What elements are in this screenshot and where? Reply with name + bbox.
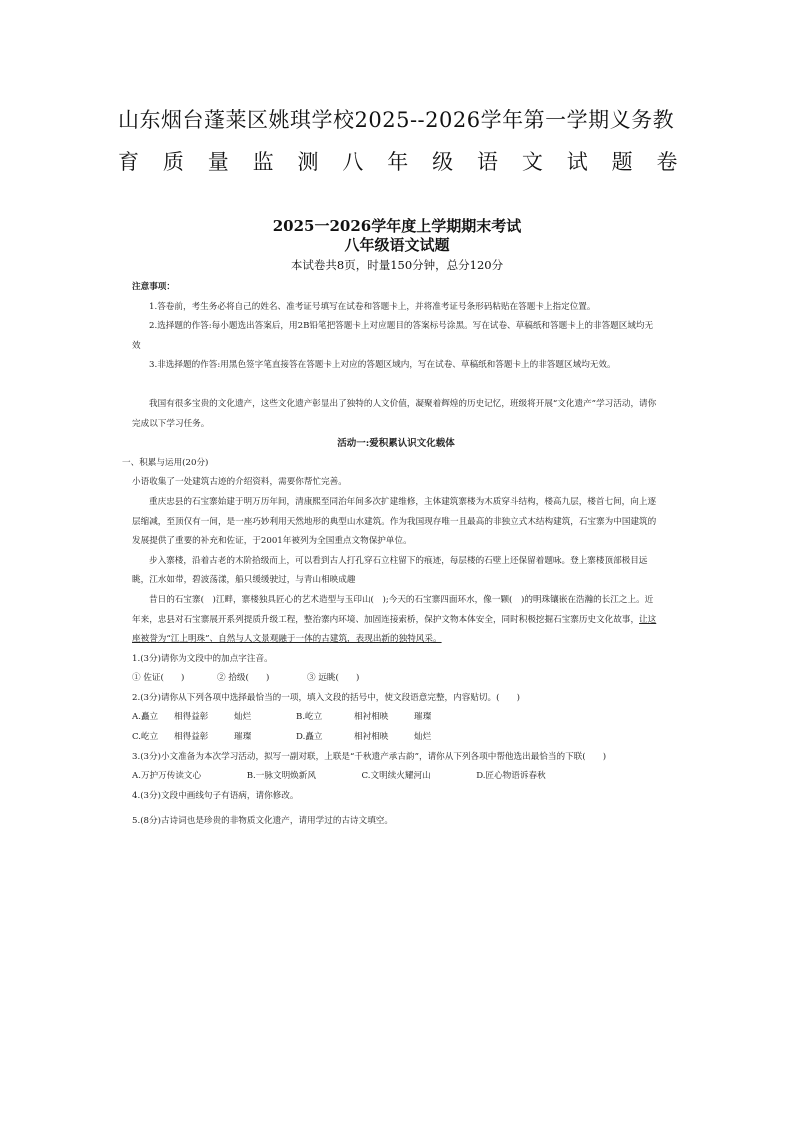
option-cell: 璀璨 bbox=[414, 712, 432, 723]
title-char: 级 bbox=[432, 150, 454, 174]
title-char: 文 bbox=[521, 150, 544, 174]
passage-paragraph-2: 步入寨楼，沿着古老的木阶拾级而上，可以看到古人打孔穿石立柱留下的痕迹，每层楼的石壁上还保留着题咏。登上寨楼顶部极目远眺，江水如带，碧波荡漾，船只缓缓驶过，与青山相映成趣 bbox=[132, 555, 648, 586]
title-char: 卷 bbox=[656, 150, 678, 174]
question-2: 2.(3分)请你从下列各项中选择最恰当的一项，填入文段的括号中，使文段语意完整，内容贴切。( ) bbox=[132, 692, 521, 703]
notice-item: 1.答卷前，考生务必将自己的姓名、准考证号填写在试卷和答题卡上，并将准考证号条形码粘贴在答题卡上指定位置。 bbox=[149, 301, 596, 312]
option-cell: 灿烂 bbox=[414, 732, 432, 743]
notice-title: 注意事项： bbox=[132, 282, 175, 292]
option-cell: 相得益彰 bbox=[174, 732, 209, 743]
question-3-options bbox=[132, 767, 660, 787]
title-char: 育 bbox=[118, 150, 140, 174]
title-char: 测 bbox=[297, 150, 319, 174]
title-char: 八 bbox=[342, 150, 364, 174]
exam-subtitle: 八年级语文试题 bbox=[344, 236, 450, 254]
passage-paragraph-1: 重庆忠县的石宝寨始建于明万历年间，清康熙至同治年间多次扩建维修，主体建筑寨楼为木质穿斗结构，楼高九层，楼首七间，向上逐层缩减，至顶仅有一间，是一座巧妙利用天然地形的典型山水建筑。作为我国现存唯一且最高的非独立式木结构建筑，石宝寨为中国建筑的发展提供了重要的补充和佐证，于2001年被列为全国重点文物保护单位。 bbox=[132, 496, 657, 547]
section-heading: 一、积累与运用(20分) bbox=[122, 457, 209, 468]
question-1: 1.(3分)请你为文段中的加点字注音。 bbox=[132, 653, 273, 664]
question-2-row-2 bbox=[132, 728, 660, 748]
option-cell: B.屹立 bbox=[296, 712, 323, 723]
option-cell: 相衬相映 bbox=[354, 712, 389, 723]
option: A.万护万传读文心 bbox=[132, 771, 202, 782]
option: D.匠心物语诉春秋 bbox=[476, 771, 546, 782]
option-cell: D.矗立 bbox=[296, 732, 323, 743]
intro-paragraph: 我国有很多宝贵的文化遗产，这些文化遗产彰显出了独特的人文价值，凝聚着辉煌的历史记忆，班级将开展“文化遗产”学习活动，请你完成以下学习任务。 bbox=[132, 398, 657, 429]
underlined-sentence: 让这座被誉为“江上明珠”、自然与人文景观融于一体的古建筑，表现出新的独特风采。 bbox=[132, 614, 657, 645]
notice-item: 2.选择题的作答:每小题选出答案后，用2B铅笔把答题卡上对应题目的答案标号涂黑。写在试卷、草稿纸和答题卡上的非答题区域均无效 bbox=[132, 321, 654, 351]
option-cell: 灿烂 bbox=[234, 712, 252, 723]
passage-text: 昔日的石宝寨( )江畔，寨楼独具匠心的艺术造型与玉印山( );今天的石宝寨四面环水，像一颗( )的明珠镶嵌在浩瀚的长江之上。近年来，忠县对石宝寨展开系列提质升级工程，整治寨内环境、加固连接索桥，保护文物本体安全，同时积极挖掘石宝寨历史文化故事， bbox=[132, 594, 654, 625]
title-char: 质 bbox=[162, 150, 185, 174]
title-char: 年 bbox=[387, 150, 409, 174]
option-cell: 相得益彰 bbox=[174, 712, 209, 723]
question-5: 5.(8分)古诗词也是珍贵的非物质文化遗产，请用学过的古诗文填空。 bbox=[132, 816, 393, 827]
activity-title: 活动一:爱积累认识文化载体 bbox=[337, 438, 455, 450]
option-cell: 璀璨 bbox=[234, 732, 252, 743]
option-cell: C.屹立 bbox=[132, 732, 159, 743]
passage-paragraph-3 bbox=[132, 591, 660, 650]
option: ① 佐证( ) bbox=[132, 673, 185, 684]
exam-info: 本试卷共8页，时量150分钟，总分120分 bbox=[290, 258, 504, 272]
option: ③ 远眺( ) bbox=[307, 673, 360, 684]
lead-text: 小语收集了一处建筑古迹的介绍资料，需要你帮忙完善。 bbox=[132, 477, 347, 488]
exam-title: 2025一2026学年度上学期期末考试 bbox=[272, 217, 522, 235]
title-char: 试 bbox=[566, 150, 589, 174]
document-title-line-1: 山东烟台蓬莱区姚琪学校2025--2026学年第一学期义务教 bbox=[118, 108, 675, 132]
title-char: 量 bbox=[207, 150, 230, 174]
option-cell: 相衬相映 bbox=[354, 732, 389, 743]
question-1-options bbox=[132, 669, 660, 689]
option: C.文明续火耀河山 bbox=[361, 771, 431, 782]
title-char: 题 bbox=[611, 150, 634, 174]
document-title-line-2 bbox=[118, 146, 678, 176]
exam-body bbox=[122, 278, 660, 832]
title-char: 语 bbox=[477, 150, 499, 174]
option: B.一脉文明焕新风 bbox=[246, 771, 316, 782]
question-4: 4.(3分)文段中画线句子有语病，请你修改。 bbox=[132, 790, 299, 801]
notice-item: 3.非选择题的作答:用黑色签字笔直接答在答题卡上对应的答题区域内，写在试卷、草稿纸和答题卡上的非答题区域均无效。 bbox=[149, 360, 616, 371]
option-cell: A.矗立 bbox=[132, 712, 159, 723]
title-char: 监 bbox=[252, 150, 275, 174]
option: ② 拾级( ) bbox=[217, 673, 270, 684]
question-3: 3.(3分)小文准备为本次学习活动，拟写一副对联，上联是“千秋遗产承古韵”，请你从下列各项中帮他选出最恰当的下联( ) bbox=[132, 751, 607, 762]
question-2-row-1 bbox=[132, 708, 660, 728]
